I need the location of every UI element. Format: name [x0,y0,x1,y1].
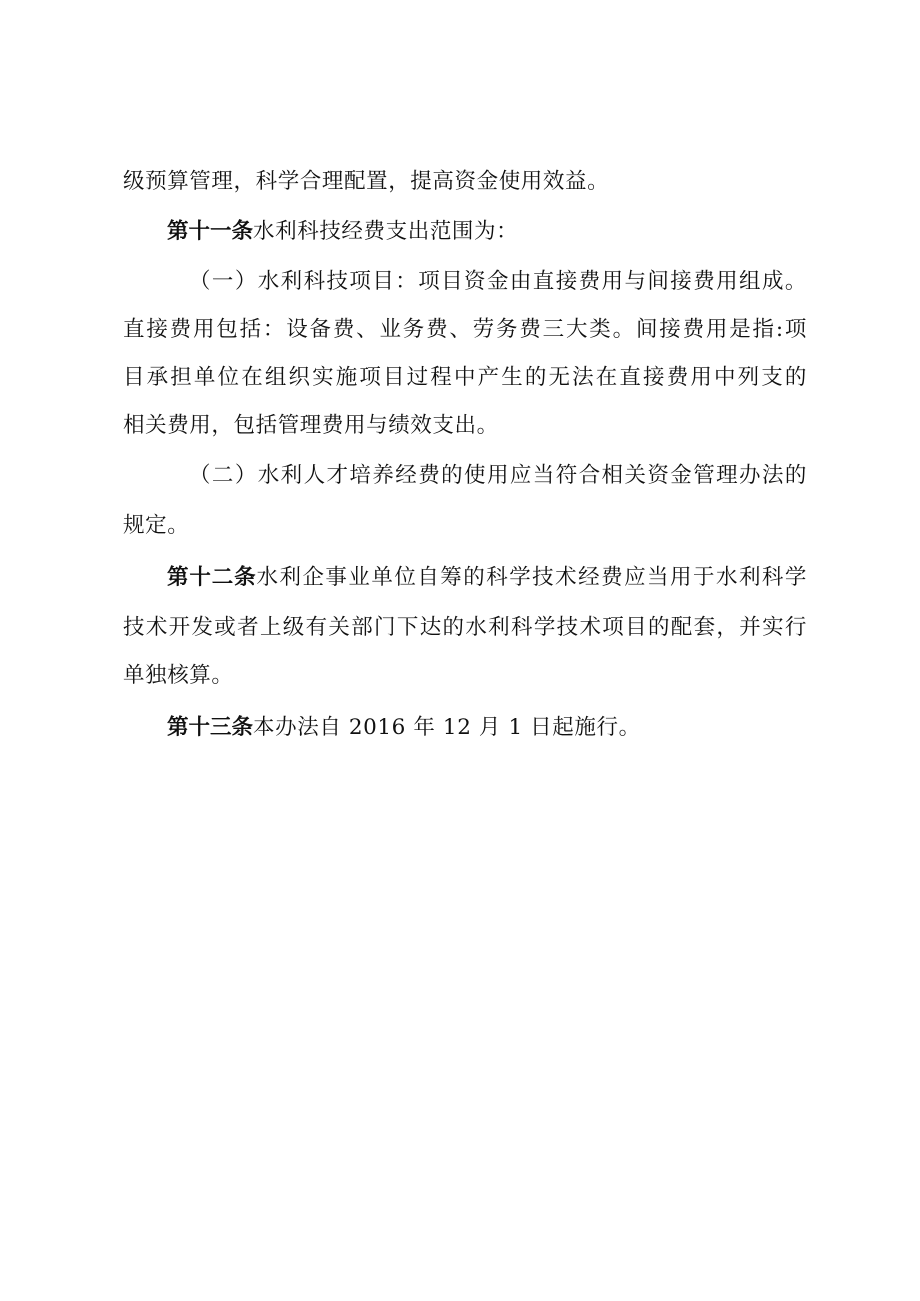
article-13-text: 本办法自 2016 年 12 月 1 日起施行。 [253,715,641,740]
article-12-line-2: 技术开发或者上级有关部门下达的水利科学技术项目的配套，并实行 [123,615,807,640]
article-11-paragraph [167,218,518,246]
article-12-text: 水利企事业单位自筹的科学技术经费应当用于水利科学 [256,565,807,590]
article-12-heading: 第十二条 [167,565,257,590]
article-11-text: 水利科技经费支出范围为： [253,219,519,244]
article-11-item-2-line-2: 规定。 [123,513,190,538]
continuation-line: 级预算管理，科学合理配置，提高资金使用效益。 [123,169,610,194]
article-11-item-1-line-3: 目承担单位在组织实施项目过程中产生的无法在直接费用中列支的 [123,365,807,390]
article-11-item-2: （二）水利人才培养经费的使用应当符合相关资金管理办法的 [189,463,807,488]
article-11-heading: 第十一条 [167,219,254,244]
article-11-item-1-line-2: 直接费用包括：设备费、业务费、劳务费三大类。间接费用是指:项 [123,317,807,342]
article-11-item-1: （一）水利科技项目：项目资金由直接费用与间接费用组成。 [189,269,807,294]
article-11-item-1-line-4: 相关费用，包括管理费用与绩效支出。 [123,413,499,438]
article-12-paragraph [167,564,807,592]
article-13-paragraph [167,714,641,742]
article-12-line-3: 单独核算。 [123,663,234,688]
article-13-heading: 第十三条 [167,715,254,740]
